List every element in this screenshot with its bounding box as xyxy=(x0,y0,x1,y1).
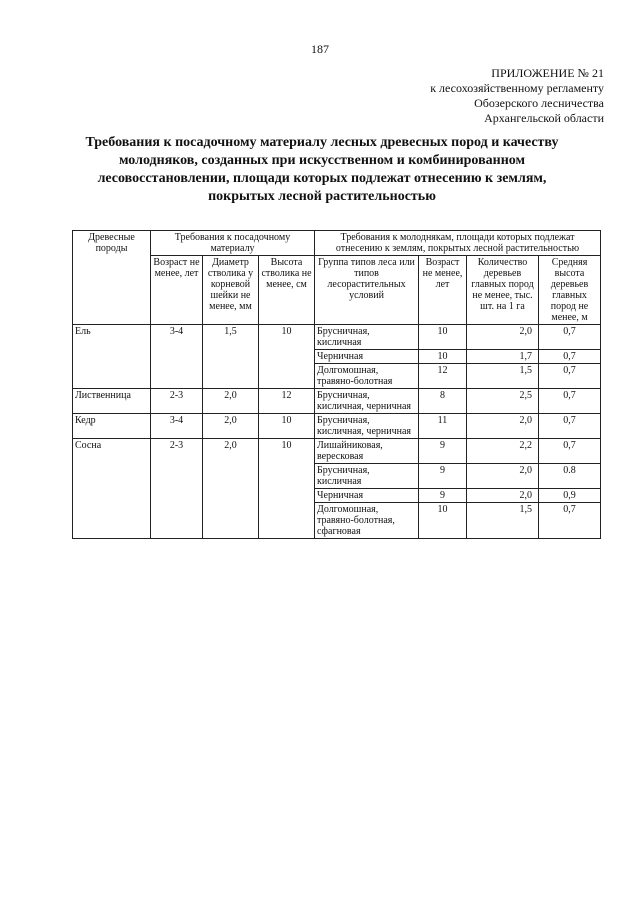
cell-young-age: 9 xyxy=(419,464,467,489)
cell-tree-count: 2,5 xyxy=(467,389,539,414)
cell-height: 12 xyxy=(259,389,315,414)
cell-forest-type: Брусничная, кисличная xyxy=(315,325,419,350)
cell-species: Лиственница xyxy=(73,389,151,414)
cell-tree-count: 1,7 xyxy=(467,350,539,364)
header-height: Высота стволика не менее, см xyxy=(259,256,315,325)
header-row-1 xyxy=(73,231,601,256)
cell-forest-type: Лишайниковая, вересковая xyxy=(315,439,419,464)
cell-diameter: 2,0 xyxy=(203,439,259,539)
appendix-line-4: Архангельской области xyxy=(484,111,604,125)
header-diameter: Диаметр стволика у корневой шейки не менее, мм xyxy=(203,256,259,325)
cell-height: 10 xyxy=(259,439,315,539)
appendix-block xyxy=(430,66,604,126)
cell-diameter: 2,0 xyxy=(203,389,259,414)
page-number: 187 xyxy=(311,42,329,56)
cell-age: 3-4 xyxy=(151,325,203,389)
cell-young-age: 8 xyxy=(419,389,467,414)
cell-age: 2-3 xyxy=(151,439,203,539)
header-tree-count: Количество деревьев главных пород не менее, тыс. шт. на 1 га xyxy=(467,256,539,325)
header-average-height: Средняя высота деревьев главных пород не менее, м xyxy=(539,256,601,325)
cell-average-height: 0,7 xyxy=(539,350,601,364)
cell-average-height: 0,7 xyxy=(539,364,601,389)
appendix-line-3: Обозерского лесничества xyxy=(474,96,604,110)
header-young-stands: Требования к молоднякам, площади которых подлежат отнесению к землям, покрытых лесной растительностью xyxy=(315,231,601,256)
cell-average-height: 0,7 xyxy=(539,325,601,350)
table-row xyxy=(73,389,601,414)
cell-species: Ель xyxy=(73,325,151,389)
cell-forest-type: Брусничная, кисличная, черничная xyxy=(315,414,419,439)
table-row xyxy=(73,439,601,464)
header-young-age: Возраст не менее, лет xyxy=(419,256,467,325)
cell-average-height: 0,7 xyxy=(539,503,601,539)
cell-average-height: 0.8 xyxy=(539,464,601,489)
cell-forest-type: Долгомошная, травяно-болотная xyxy=(315,364,419,389)
cell-average-height: 0,7 xyxy=(539,414,601,439)
table-body xyxy=(73,231,601,539)
cell-forest-type: Черничная xyxy=(315,489,419,503)
header-planting-material: Требования к посадочному материалу xyxy=(151,231,315,256)
requirements-table xyxy=(72,230,601,539)
cell-tree-count: 1,5 xyxy=(467,364,539,389)
cell-height: 10 xyxy=(259,325,315,389)
cell-diameter: 2,0 xyxy=(203,414,259,439)
cell-age: 3-4 xyxy=(151,414,203,439)
appendix-line-2: к лесохозяйственному регламенту xyxy=(430,81,604,95)
cell-young-age: 12 xyxy=(419,364,467,389)
cell-age: 2-3 xyxy=(151,389,203,414)
cell-diameter: 1,5 xyxy=(203,325,259,389)
cell-tree-count: 2,0 xyxy=(467,489,539,503)
cell-forest-type: Брусничная, кисличная, черничная xyxy=(315,389,419,414)
cell-young-age: 9 xyxy=(419,489,467,503)
cell-species: Сосна xyxy=(73,439,151,539)
cell-young-age: 9 xyxy=(419,439,467,464)
cell-young-age: 11 xyxy=(419,414,467,439)
cell-average-height: 0,7 xyxy=(539,389,601,414)
header-forest-type: Группа типов леса или типов лесорастительных условий xyxy=(315,256,419,325)
cell-average-height: 0,9 xyxy=(539,489,601,503)
header-species: Древесные породы xyxy=(73,231,151,325)
cell-tree-count: 2,0 xyxy=(467,325,539,350)
appendix-line-1: ПРИЛОЖЕНИЕ № 21 xyxy=(491,66,604,80)
document-title: Требования к посадочному материалу лесных древесных пород и качеству молодняков, созданных при искусственном и комбинированном лесовосстановлении, площади которых подлежат отнесению к землям, покрытых лесной растительностью xyxy=(85,135,559,204)
cell-height: 10 xyxy=(259,414,315,439)
cell-forest-type: Долгомошная, травяно-болотная, сфагновая xyxy=(315,503,419,539)
cell-average-height: 0,7 xyxy=(539,439,601,464)
cell-forest-type: Черничная xyxy=(315,350,419,364)
cell-tree-count: 1,5 xyxy=(467,503,539,539)
table-row xyxy=(73,325,601,350)
header-row-2 xyxy=(73,256,601,325)
cell-young-age: 10 xyxy=(419,325,467,350)
table-row xyxy=(73,414,601,439)
cell-forest-type: Брусничная, кисличная xyxy=(315,464,419,489)
cell-tree-count: 2,0 xyxy=(467,464,539,489)
cell-young-age: 10 xyxy=(419,503,467,539)
cell-species: Кедр xyxy=(73,414,151,439)
cell-tree-count: 2,2 xyxy=(467,439,539,464)
header-age: Возраст не менее, лет xyxy=(151,256,203,325)
cell-tree-count: 2,0 xyxy=(467,414,539,439)
cell-young-age: 10 xyxy=(419,350,467,364)
